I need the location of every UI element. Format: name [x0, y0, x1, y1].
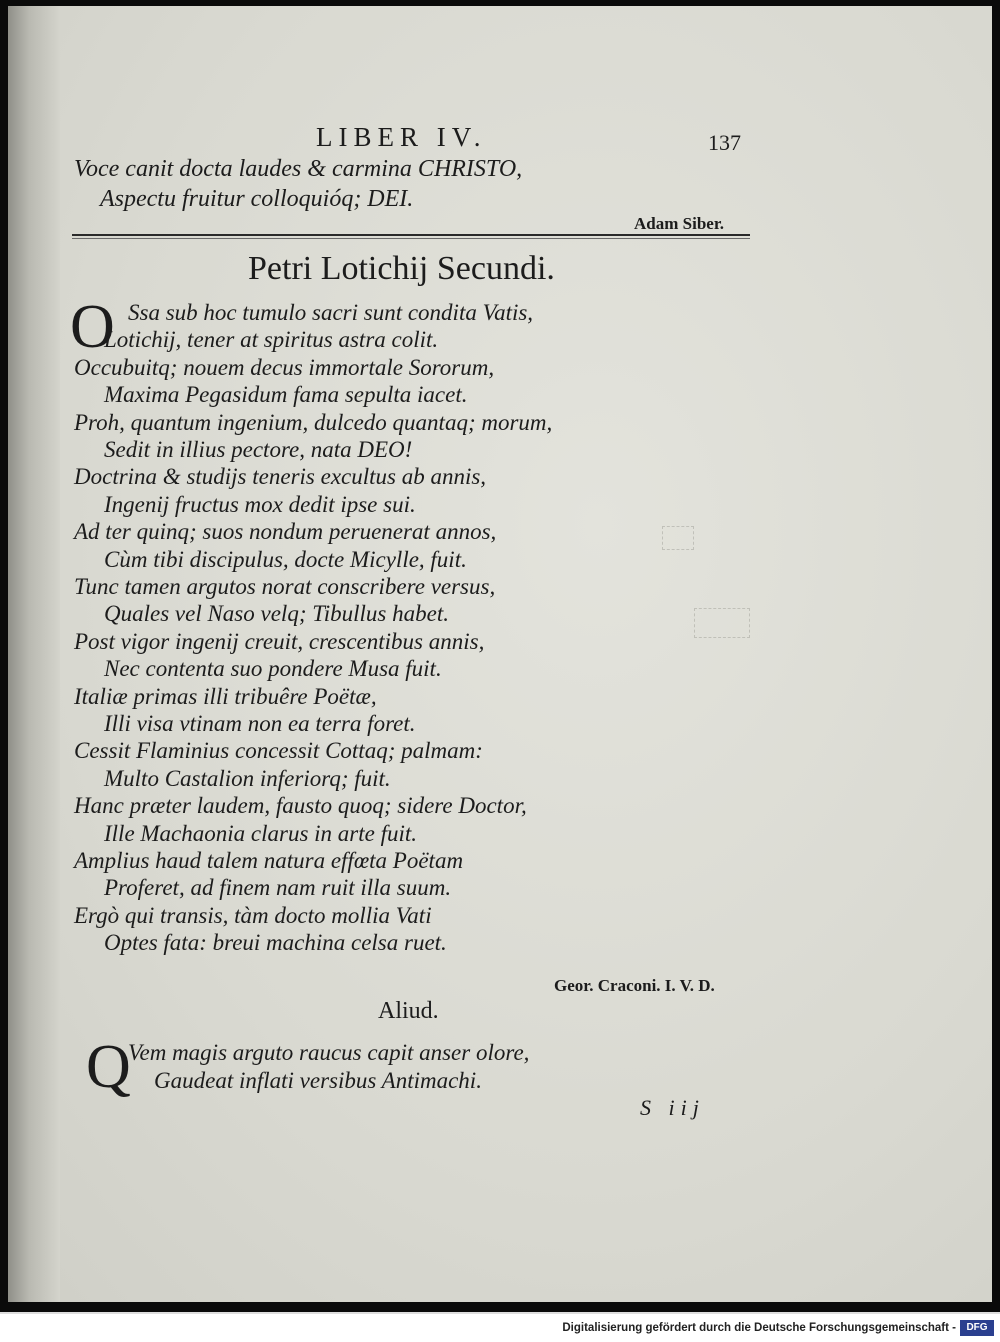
poem-line: Post vigor ingenij creuit, crescentibus annis, — [74, 628, 485, 654]
footer-bar — [0, 1312, 1000, 1342]
poem-line: Ssa sub hoc tumulo sacri sunt condita Vatis, — [128, 300, 534, 325]
running-head: LIBER IV. — [316, 122, 487, 152]
drop-cap: O — [70, 293, 115, 361]
poem-line: Illi visa vtinam non ea terra foret. — [104, 711, 416, 736]
dfg-logo: DFG — [960, 1320, 994, 1336]
poem-line: Nec contenta suo pondere Musa fuit. — [104, 656, 442, 682]
poem-line: Hanc præter laudem, fausto quoq; sidere Doctor, — [74, 793, 527, 819]
aliud-line: Gaudeat inflati versibus Antimachi. — [154, 1068, 482, 1093]
signature-mark: S iij — [640, 1095, 705, 1120]
page-spine-shadow — [8, 6, 60, 1302]
poem-line: Ergò qui transis, tàm docto mollia Vati — [74, 902, 432, 928]
author-attribution: Adam Siber. — [634, 214, 725, 233]
poem-line: Cùm tibi discipulus, docte Micylle, fuit. — [104, 546, 467, 572]
top-verse-line: Aspectu fruitur colloquióq; DEI. — [100, 186, 414, 212]
page-number: 137 — [708, 130, 741, 155]
ink-smudge — [694, 608, 750, 638]
poem-line: Italiæ primas illi tribuêre Poëtæ, — [74, 683, 377, 709]
poem-line: Lotichij, tener at spiritus astra colit. — [104, 327, 439, 353]
poem-line: Proh, quantum ingenium, dulcedo quantaq; morum, — [74, 409, 553, 435]
poem-line: Maxima Pegasidum fama sepulta iacet. — [104, 382, 468, 408]
poem-line: Sedit in illius pectore, nata DEO! — [104, 437, 413, 462]
poem-line: Multo Castalion inferiorq; fuit. — [104, 765, 391, 791]
footer-credit: Digitalisierung gefördert durch die Deutsche Forschungsgemeinschaft - — [562, 1322, 956, 1334]
author-attribution: Geor. Craconi. I. V. D. — [554, 976, 715, 995]
top-verse-line: Voce canit docta laudes & carmina CHRISTO, — [74, 156, 523, 182]
poem-line: Ad ter quinq; suos nondum peruenerat annos, — [74, 519, 497, 545]
aliud-line: Vem magis arguto raucus capit anser olore, — [128, 1040, 530, 1065]
poem-line: Quales vel Naso velq; Tibullus habet. — [104, 601, 449, 627]
poem-line: Tunc tamen argutos norat conscribere versus, — [74, 574, 496, 599]
aliud-title: Aliud. — [378, 998, 439, 1024]
divider-rule — [72, 234, 750, 236]
poem-title: Petri Lotichij Secundi. — [248, 250, 555, 287]
poem-line: Optes fata: breui machina celsa ruet. — [104, 930, 447, 956]
poem-line: Cessit Flaminius concessit Cottaq; palmam: — [74, 738, 483, 764]
poem-line: Occubuitq; nouem decus immortale Sororum, — [74, 354, 495, 380]
drop-cap: Q — [86, 1033, 131, 1101]
poem-line: Doctrina & studijs teneris excultus ab annis, — [74, 464, 487, 490]
divider-rule-thin — [72, 238, 750, 239]
poem-line: Proferet, ad finem nam ruit illa suum. — [104, 875, 452, 901]
ink-smudge — [662, 526, 694, 550]
poem-line: Amplius haud talem natura effœta Poëtam — [74, 848, 464, 873]
poem-line: Ingenij fructus mox dedit ipse sui. — [104, 491, 416, 517]
poem-line: Ille Machaonia clarus in arte fuit. — [104, 820, 418, 846]
